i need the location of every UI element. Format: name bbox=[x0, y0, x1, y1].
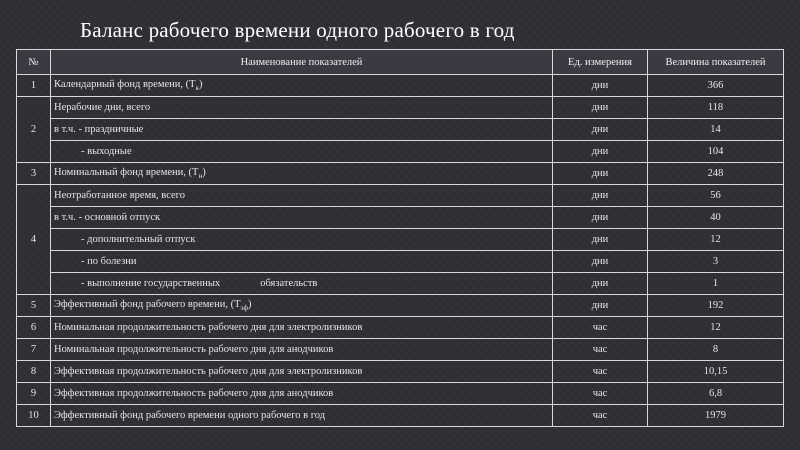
indicator-name: Номинальный фонд времени, $(Т_н)$ bbox=[51, 163, 553, 185]
row-number: 4 bbox=[17, 185, 51, 295]
unit-cell: дни bbox=[553, 207, 648, 229]
indicator-name: Неотработанное время, всего bbox=[51, 185, 553, 207]
unit-cell: час bbox=[553, 383, 648, 405]
value-cell: 104 bbox=[648, 141, 784, 163]
table-row bbox=[17, 405, 784, 427]
table-row bbox=[17, 339, 784, 361]
value-cell: 1979 bbox=[648, 405, 784, 427]
value-cell: 3 bbox=[648, 251, 784, 273]
value-cell: 56 bbox=[648, 185, 784, 207]
row-number: 2 bbox=[17, 97, 51, 163]
row-number: 1 bbox=[17, 75, 51, 97]
indicator-name: - выходные bbox=[51, 141, 553, 163]
row-number: 10 bbox=[17, 405, 51, 427]
unit-cell: дни bbox=[553, 75, 648, 97]
indicator-name: Нерабочие дни, всего bbox=[51, 97, 553, 119]
unit-cell: дни bbox=[553, 251, 648, 273]
indicator-name: в т.ч. - основной отпуск bbox=[51, 207, 553, 229]
slide-title: Баланс рабочего времени одного рабочего в год bbox=[80, 18, 515, 42]
unit-cell: час bbox=[553, 361, 648, 383]
value-cell: 118 bbox=[648, 97, 784, 119]
unit-cell: дни bbox=[553, 97, 648, 119]
value-cell: 6,8 bbox=[648, 383, 784, 405]
indicator-name: Эффективная продолжительность рабочего дня для электролизников bbox=[51, 361, 553, 383]
indicator-name: Номинальная продолжительность рабочего дня для электролизников bbox=[51, 317, 553, 339]
table-row bbox=[17, 185, 784, 207]
unit-cell: дни bbox=[553, 273, 648, 295]
header-value: Величина показателей bbox=[648, 50, 784, 75]
table-row bbox=[17, 207, 784, 229]
value-cell: 12 bbox=[648, 229, 784, 251]
table-row bbox=[17, 361, 784, 383]
value-cell: 366 bbox=[648, 75, 784, 97]
value-cell: 192 bbox=[648, 295, 784, 317]
table-header-row bbox=[17, 50, 784, 75]
table-row bbox=[17, 229, 784, 251]
indicator-name: Календарный фонд времени, $(Т_к)$ bbox=[51, 75, 553, 97]
unit-cell: дни bbox=[553, 119, 648, 141]
table-row bbox=[17, 383, 784, 405]
table-row bbox=[17, 273, 784, 295]
unit-cell: дни bbox=[553, 295, 648, 317]
value-cell: 248 bbox=[648, 163, 784, 185]
unit-cell: дни bbox=[553, 141, 648, 163]
indicator-name: Эффективный фонд рабочего времени одного рабочего в год bbox=[51, 405, 553, 427]
unit-cell: час bbox=[553, 317, 648, 339]
table-row bbox=[17, 119, 784, 141]
table-row bbox=[17, 317, 784, 339]
row-number: 3 bbox=[17, 163, 51, 185]
row-number: 7 bbox=[17, 339, 51, 361]
indicator-name: Номинальная продолжительность рабочего дня для анодчиков bbox=[51, 339, 553, 361]
row-number: 6 bbox=[17, 317, 51, 339]
value-cell: 14 bbox=[648, 119, 784, 141]
table-row bbox=[17, 163, 784, 185]
row-number: 5 bbox=[17, 295, 51, 317]
row-number: 9 bbox=[17, 383, 51, 405]
value-cell: 10,15 bbox=[648, 361, 784, 383]
indicator-name: - выполнение государственных обязательств bbox=[51, 273, 553, 295]
indicator-name: в т.ч. - праздничные bbox=[51, 119, 553, 141]
unit-cell: дни bbox=[553, 185, 648, 207]
header-indicator-name: Наименование показателей bbox=[51, 50, 553, 75]
value-cell: 8 bbox=[648, 339, 784, 361]
table-row bbox=[17, 295, 784, 317]
unit-cell: дни bbox=[553, 163, 648, 185]
value-cell: 40 bbox=[648, 207, 784, 229]
value-cell: 1 bbox=[648, 273, 784, 295]
indicator-name: Эффективный фонд рабочего времени, $(Т_{эф})$ bbox=[51, 295, 553, 317]
value-cell: 12 bbox=[648, 317, 784, 339]
table-row bbox=[17, 97, 784, 119]
unit-cell: час bbox=[553, 339, 648, 361]
indicator-name: Эффективная продолжительность рабочего дня для анодчиков bbox=[51, 383, 553, 405]
work-time-balance-table bbox=[16, 49, 784, 427]
table-row bbox=[17, 141, 784, 163]
table-row bbox=[17, 251, 784, 273]
table-row bbox=[17, 75, 784, 97]
unit-cell: час bbox=[553, 405, 648, 427]
indicator-name: - по болезни bbox=[51, 251, 553, 273]
header-unit: Ед. измерения bbox=[553, 50, 648, 75]
header-number: № bbox=[17, 50, 51, 75]
indicator-name: - дополнительный отпуск bbox=[51, 229, 553, 251]
row-number: 8 bbox=[17, 361, 51, 383]
unit-cell: дни bbox=[553, 229, 648, 251]
